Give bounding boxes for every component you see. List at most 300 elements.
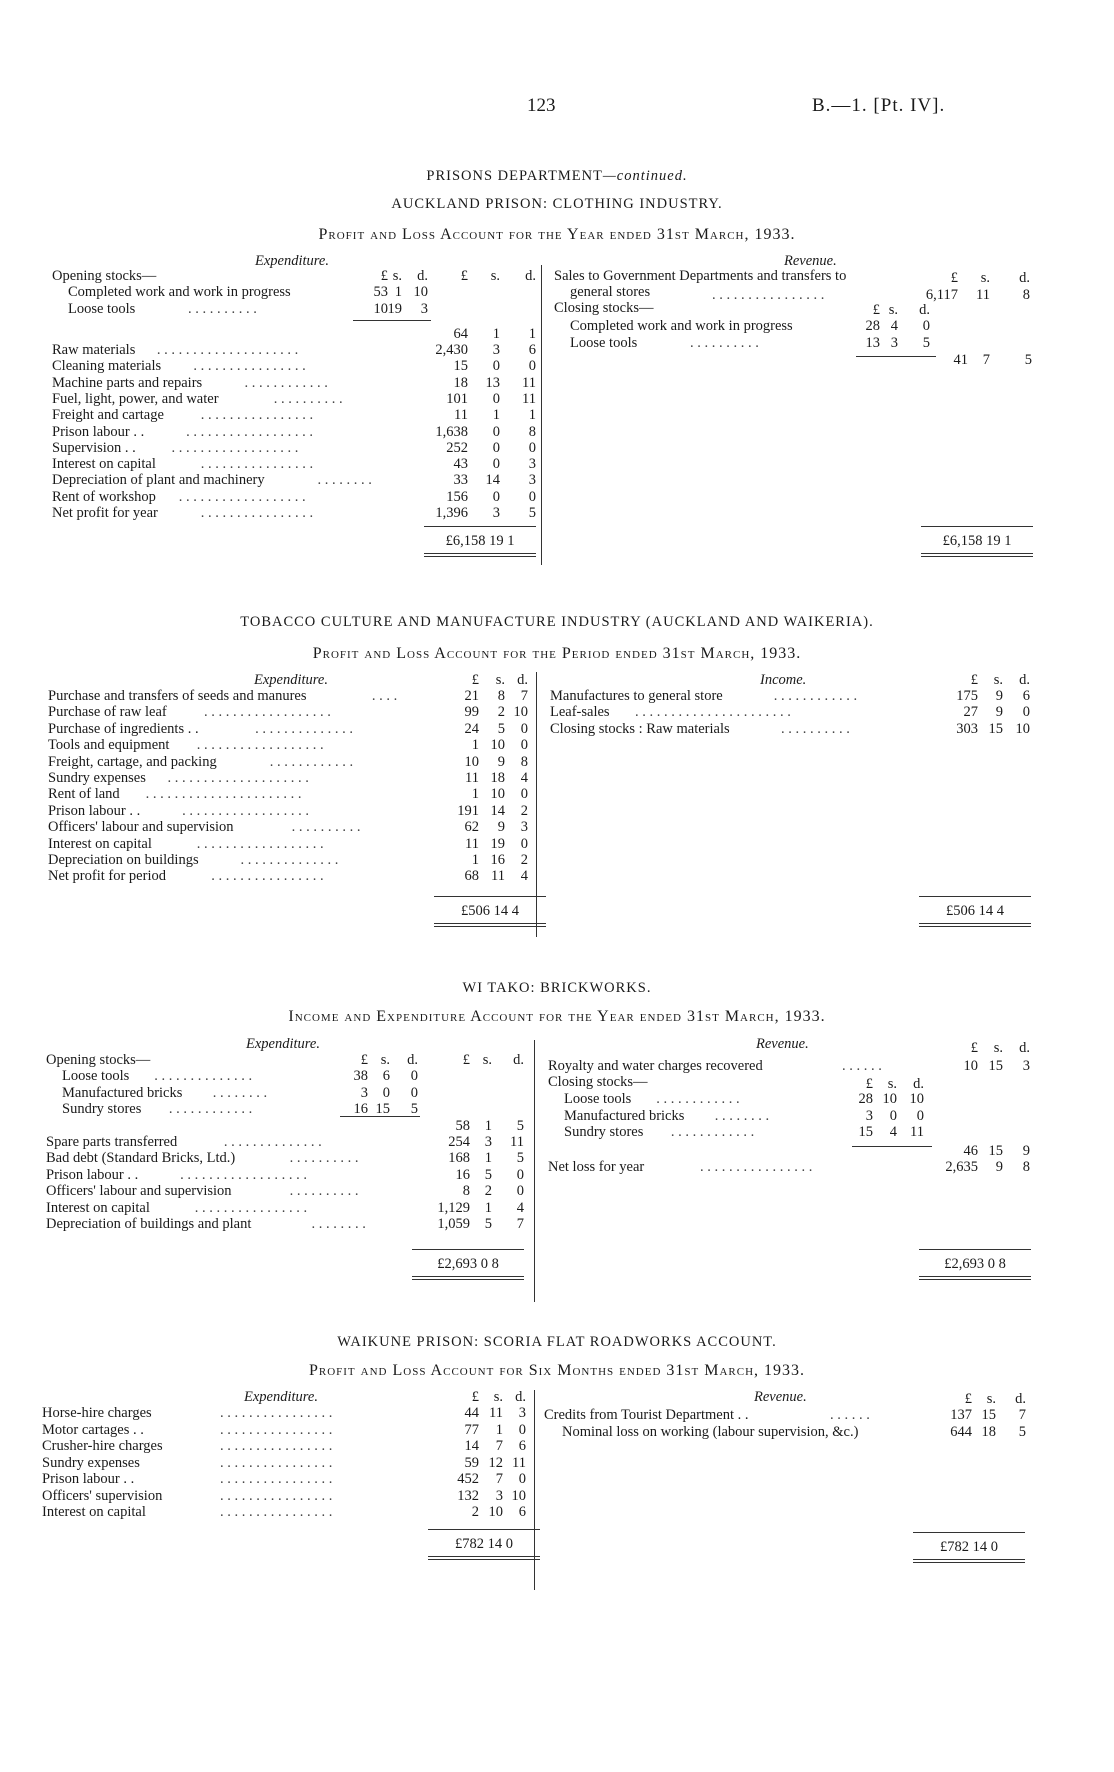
section-subtitle: Income and Expenditure Account for the Year ended 31st March, 1933. bbox=[288, 1008, 826, 1025]
dot-leader: . . . . . . . . . . . . bbox=[670, 1124, 755, 1140]
expense-row-shillings: 1 bbox=[484, 1199, 492, 1216]
column-divider bbox=[541, 265, 542, 565]
expense-row-pence: 0 bbox=[528, 358, 536, 375]
expense-row-pence: 0 bbox=[528, 488, 536, 505]
expense-row-pence: 10 bbox=[513, 704, 528, 721]
closing-subtotal-shillings: 15 bbox=[988, 1143, 1003, 1159]
expense-row-pence: 0 bbox=[520, 786, 528, 803]
dot-leader: . . . . . . . . . . . . . . . . bbox=[220, 1487, 333, 1504]
closing-stock-item: Sundry stores bbox=[564, 1124, 644, 1140]
closing-stocks-label: Closing stocks— bbox=[548, 1074, 648, 1090]
dot-leader: . . . . . . . . . . . . . . . . . . bbox=[180, 1166, 307, 1183]
expense-row-pounds: 2 bbox=[471, 1504, 479, 1520]
dot-leader: . . . . . . . . . . . . bbox=[773, 688, 858, 704]
closing-subtotal-pence: 5 bbox=[1024, 352, 1032, 368]
expense-row-shillings: 5 bbox=[484, 1166, 492, 1183]
revenue-column-head: £ bbox=[950, 270, 958, 286]
closing-stock-item: Loose tools bbox=[564, 1091, 632, 1107]
expense-row-label: Purchase of ingredients . . bbox=[48, 720, 199, 737]
closing-column-head: s. bbox=[887, 1076, 897, 1092]
expense-row-label: Motor cartages . . bbox=[42, 1421, 144, 1438]
opening-stock-item-shillings: 19 bbox=[387, 300, 402, 317]
expense-row-pence: 0 bbox=[520, 737, 528, 754]
income-row-label: Manufactures to general store bbox=[550, 688, 723, 704]
expense-row-pounds: 1,638 bbox=[435, 423, 468, 440]
expense-row-pounds: 77 bbox=[464, 1421, 479, 1438]
income-column-head: £ bbox=[970, 672, 978, 688]
inner-column-head: s. bbox=[380, 1052, 390, 1068]
dot-leader: . . . . . . . . bbox=[714, 1107, 770, 1124]
column-head: d. bbox=[515, 1389, 526, 1405]
expense-row-pounds: 101 bbox=[446, 390, 468, 407]
inner-column-head: d. bbox=[417, 268, 428, 284]
expense-row-shillings: 3 bbox=[492, 505, 500, 521]
expense-row-label: Officers' labour and supervision bbox=[48, 819, 234, 836]
expenditure-total: £6,158 19 1 bbox=[445, 533, 515, 549]
expense-row-pence: 6 bbox=[528, 342, 536, 358]
expense-row-pence: 3 bbox=[518, 1405, 526, 1421]
expense-row-label: Sundry expenses bbox=[42, 1454, 140, 1471]
total-rule bbox=[434, 896, 546, 897]
expense-row-pence: 10 bbox=[511, 1487, 526, 1504]
dot-leader: . . . . . . . . . . . . . . . . bbox=[200, 505, 314, 521]
section-title: WAIKUNE PRISON: SCORIA FLAT ROADWORKS ACCOUNT. bbox=[337, 1334, 777, 1350]
opening-stock-item: Sundry stores bbox=[62, 1101, 142, 1117]
section-title: TOBACCO CULTURE AND MANUFACTURE INDUSTRY (AUCKLAND AND WAIKERIA). bbox=[240, 614, 874, 630]
dot-leader: . . . . . . . . . . . . . . . . bbox=[193, 358, 306, 375]
income-row-pounds: 175 bbox=[956, 688, 978, 704]
expense-row-shillings: 8 bbox=[497, 688, 505, 704]
expense-row-label: Rent of land bbox=[48, 786, 120, 803]
expense-row-pounds: 1 bbox=[471, 852, 479, 868]
opening-stock-item-shillings: 6 bbox=[382, 1068, 390, 1084]
expense-row-label: Purchase and transfers of seeds and manures bbox=[48, 688, 307, 704]
expense-row-pence: 0 bbox=[518, 1471, 526, 1487]
total-rule bbox=[412, 1249, 524, 1250]
income-row-pence: 10 bbox=[1015, 720, 1030, 737]
revenue-column-head: d. bbox=[1019, 270, 1030, 286]
expense-row-shillings: 2 bbox=[497, 704, 505, 721]
revenue-row-label: Nominal loss on working (labour supervision, &c.) bbox=[562, 1423, 859, 1440]
income-column-head: d. bbox=[1019, 672, 1030, 688]
revenue-total: £6,158 19 1 bbox=[942, 533, 1012, 549]
dot-leader: . . . . . . . . . . . . . . . . . . . . . . bbox=[145, 786, 302, 803]
opening-stock-item: Loose tools bbox=[62, 1068, 130, 1084]
expense-row-pence: 0 bbox=[518, 1421, 526, 1438]
expense-row-pence: 1 bbox=[528, 407, 536, 424]
dot-leader: . . . . . . . . . . . . . . bbox=[223, 1134, 322, 1150]
expense-row-shillings: 14 bbox=[490, 802, 505, 819]
expense-row-shillings: 0 bbox=[492, 456, 500, 473]
expense-row-shillings: 9 bbox=[497, 753, 505, 770]
closing-stock-item: Manufactured bricks bbox=[564, 1107, 685, 1124]
expense-row-pounds: 16 bbox=[455, 1166, 470, 1183]
opening-stock-item-pounds: 38 bbox=[353, 1068, 368, 1084]
expense-row-pounds: 62 bbox=[464, 819, 479, 836]
expense-row-label: Purchase of raw leaf bbox=[48, 704, 167, 721]
closing-stock-item-shillings: 4 bbox=[889, 1124, 897, 1140]
expense-row-shillings: 0 bbox=[492, 390, 500, 407]
expense-row-label: Prison labour . . bbox=[46, 1166, 139, 1183]
opening-subtotal-pounds: 58 bbox=[455, 1118, 470, 1134]
closing-stock-item-shillings: 10 bbox=[882, 1091, 897, 1107]
expense-row-pence: 11 bbox=[512, 1454, 526, 1471]
closing-column-head: s. bbox=[888, 302, 898, 318]
expense-row-pounds: 1,129 bbox=[437, 1199, 470, 1216]
expense-row-shillings: 11 bbox=[489, 1405, 503, 1421]
expense-row-pounds: 191 bbox=[457, 802, 479, 819]
expense-row-pence: 8 bbox=[520, 753, 528, 770]
expense-row-shillings: 19 bbox=[490, 835, 505, 852]
expenditure-total: £782 14 0 bbox=[455, 1536, 513, 1552]
closing-column-head: £ bbox=[865, 1076, 873, 1092]
expense-row-pounds: 18 bbox=[453, 374, 468, 391]
expense-row-pounds: 8 bbox=[462, 1183, 470, 1200]
expense-row-shillings: 9 bbox=[497, 819, 505, 836]
expense-row-pounds: 15 bbox=[453, 358, 468, 375]
revenue-row-label: Credits from Tourist Department . . bbox=[544, 1407, 749, 1423]
closing-stock-item-shillings: 3 bbox=[890, 334, 898, 351]
expense-row-pence: 2 bbox=[520, 852, 528, 868]
opening-subtotal-shillings: 1 bbox=[492, 326, 500, 342]
revenue-row-pence: 7 bbox=[1018, 1407, 1026, 1423]
expense-row-label: Freight, cartage, and packing bbox=[48, 753, 217, 770]
dot-leader: . . . . . . . . . . . . . . bbox=[154, 1068, 253, 1084]
inner-column-head: s. bbox=[392, 268, 402, 284]
opening-stock-item-pounds: 10 bbox=[373, 300, 388, 317]
opening-stocks-label: Opening stocks— bbox=[52, 268, 157, 284]
closing-stock-item-pounds: 28 bbox=[858, 1091, 873, 1107]
opening-stock-item-shillings: 0 bbox=[382, 1084, 390, 1101]
dot-leader: . . . . . . . . . . . . . . . . bbox=[220, 1438, 333, 1454]
sales-amount-pounds: 6,117 bbox=[925, 287, 958, 303]
expense-row-shillings: 16 bbox=[490, 852, 505, 868]
opening-stock-item-shillings: 1 bbox=[394, 284, 402, 300]
closing-stock-item-pence: 10 bbox=[909, 1091, 924, 1107]
expense-row-label: Supervision . . bbox=[52, 439, 136, 456]
expense-row-pounds: 1 bbox=[471, 786, 479, 803]
expense-row-pence: 5 bbox=[528, 505, 536, 521]
income-row-label: Leaf-sales bbox=[550, 704, 610, 721]
closing-column-head: d. bbox=[919, 302, 930, 318]
expense-row-label: Spare parts transferred bbox=[46, 1134, 178, 1150]
dot-leader: . . . . . . . . . . bbox=[289, 1150, 359, 1167]
opening-stock-item-pence: 10 bbox=[413, 284, 428, 300]
expense-row-pence: 0 bbox=[528, 439, 536, 456]
section-title: AUCKLAND PRISON: CLOTHING INDUSTRY. bbox=[391, 196, 723, 212]
net-loss-amount-pence: 8 bbox=[1022, 1159, 1030, 1175]
closing-column-head: d. bbox=[913, 1076, 924, 1092]
expense-row-pounds: 24 bbox=[464, 720, 479, 737]
dot-leader: . . . . . . . . . . . . . . . . bbox=[700, 1159, 813, 1175]
expense-row-pounds: 11 bbox=[465, 835, 479, 852]
expense-row-pounds: 1,059 bbox=[437, 1216, 470, 1232]
expense-row-pounds: 99 bbox=[464, 704, 479, 721]
expense-row-pounds: 452 bbox=[457, 1471, 479, 1487]
revenue-row-pounds: 137 bbox=[950, 1407, 972, 1423]
expenditure-total: £506 14 4 bbox=[461, 903, 519, 919]
dot-leader: . . . . . . . . . . . . bbox=[656, 1091, 740, 1107]
expenditure-heading: Expenditure. bbox=[255, 253, 329, 269]
dot-leader: . . . . . . . . . . . . . . . . bbox=[220, 1504, 333, 1520]
dot-leader: . . . . . . . . . . . . . . . . bbox=[194, 1199, 308, 1216]
expense-row-shillings: 12 bbox=[488, 1454, 503, 1471]
expense-row-pence: 0 bbox=[516, 1183, 524, 1200]
closing-stock-item: Completed work and work in progress bbox=[570, 318, 793, 334]
expense-row-shillings: 3 bbox=[495, 1487, 503, 1504]
total-rule bbox=[919, 896, 1031, 897]
revenue-row-shillings: 15 bbox=[981, 1407, 996, 1423]
revenue-heading: Revenue. bbox=[784, 253, 837, 269]
expenditure-heading: Expenditure. bbox=[244, 1389, 318, 1405]
dot-leader: . . . . . . . . . . bbox=[273, 390, 343, 407]
closing-stock-item-pounds: 13 bbox=[865, 334, 880, 351]
expense-row-label: Net profit for year bbox=[52, 505, 158, 521]
expense-row-label: Bad debt (Standard Bricks, Ltd.) bbox=[46, 1150, 236, 1167]
opening-stock-item: Completed work and work in progress bbox=[68, 284, 291, 300]
revenue-column-head: £ bbox=[964, 1391, 972, 1407]
revenue-heading: Revenue. bbox=[756, 1036, 809, 1052]
expense-row-shillings: 10 bbox=[490, 786, 505, 803]
income-row-shillings: 15 bbox=[988, 720, 1003, 737]
double-rule bbox=[913, 1559, 1025, 1563]
income-row-pence: 0 bbox=[1022, 704, 1030, 721]
closing-stocks-label: Closing stocks— bbox=[554, 300, 654, 316]
dot-leader: . . . . . . . . . . . . . . . . . . bbox=[171, 439, 299, 456]
outer-column-head: d. bbox=[513, 1052, 524, 1068]
income-row-label: Closing stocks : Raw materials bbox=[550, 720, 730, 737]
closing-stock-item-shillings: 0 bbox=[889, 1107, 897, 1124]
dot-leader: . . . . . . . . . . . . bbox=[244, 374, 328, 391]
dot-leader: . . . . . . . . . . . . . . . . bbox=[220, 1405, 333, 1421]
double-rule bbox=[434, 923, 546, 927]
expense-row-label: Prison labour . . bbox=[52, 423, 145, 440]
dot-leader: . . . . . . . . . . . . . . . . bbox=[200, 456, 314, 473]
dot-leader: . . . . . . . . . . . . . . . . bbox=[712, 287, 825, 303]
expense-row-shillings: 3 bbox=[484, 1134, 492, 1150]
royalty-label: Royalty and water charges recovered bbox=[548, 1058, 763, 1074]
expenditure-total: £2,693 0 8 bbox=[437, 1256, 499, 1272]
expense-row-label: Rent of workshop bbox=[52, 488, 156, 505]
expense-row-pence: 0 bbox=[520, 835, 528, 852]
dot-leader: . . . . . . . . . . . . . . . . bbox=[211, 868, 324, 885]
opening-stock-item-pounds: 53 bbox=[373, 284, 388, 300]
closing-stock-item: Loose tools bbox=[570, 334, 638, 351]
expense-row-shillings: 0 bbox=[492, 423, 500, 440]
revenue-total: £782 14 0 bbox=[940, 1539, 998, 1555]
income-row-pence: 6 bbox=[1022, 688, 1030, 704]
closing-stock-item-shillings: 4 bbox=[890, 318, 898, 334]
expense-row-label: Interest on capital bbox=[48, 835, 152, 852]
expense-row-pence: 11 bbox=[522, 390, 536, 407]
expense-row-shillings: 5 bbox=[484, 1216, 492, 1232]
expense-row-shillings: 0 bbox=[492, 439, 500, 456]
expense-row-label: Tools and equipment bbox=[48, 737, 170, 754]
closing-subtotal-shillings: 7 bbox=[982, 352, 990, 368]
expense-row-pence: 11 bbox=[510, 1134, 524, 1150]
dot-leader: . . . . bbox=[371, 688, 398, 704]
expense-row-shillings: 11 bbox=[491, 868, 505, 885]
expense-row-pounds: 59 bbox=[464, 1454, 479, 1471]
inner-column-head: £ bbox=[360, 1052, 368, 1068]
revenue-column-head: s. bbox=[993, 1040, 1003, 1056]
closing-column-head: £ bbox=[872, 302, 880, 318]
net-loss-amount-pounds: 2,635 bbox=[945, 1159, 978, 1175]
dot-leader: . . . . . . bbox=[830, 1407, 870, 1423]
dot-leader: . . . . . . bbox=[842, 1058, 882, 1074]
expense-row-pence: 3 bbox=[520, 819, 528, 836]
expense-row-pence: 3 bbox=[528, 456, 536, 473]
expense-row-label: Officers' supervision bbox=[42, 1487, 163, 1504]
outer-column-head: s. bbox=[482, 1052, 492, 1068]
double-rule bbox=[424, 553, 536, 557]
expense-row-label: Fuel, light, power, and water bbox=[52, 390, 219, 407]
expense-row-pounds: 11 bbox=[465, 770, 479, 786]
expense-row-pence: 0 bbox=[516, 1166, 524, 1183]
sales-amount-shillings: 11 bbox=[976, 287, 990, 303]
closing-stock-item-pounds: 28 bbox=[865, 318, 880, 334]
expenditure-heading: Expenditure. bbox=[254, 672, 328, 688]
expense-row-label: Interest on capital bbox=[52, 456, 156, 473]
column-head: £ bbox=[471, 672, 479, 688]
expense-row-shillings: 1 bbox=[484, 1150, 492, 1167]
section-title: WI TAKO: BRICKWORKS. bbox=[462, 980, 652, 996]
section-subtitle: Profit and Loss Account for Six Months ended 31st March, 1933. bbox=[308, 1362, 806, 1379]
expense-row-pounds: 156 bbox=[446, 488, 468, 505]
expense-row-pence: 6 bbox=[518, 1504, 526, 1520]
income-row-shillings: 9 bbox=[995, 688, 1003, 704]
dot-leader: . . . . . . . . . . . . . . . . . . bbox=[178, 488, 306, 505]
dot-leader: . . . . . . . . . . bbox=[690, 334, 759, 351]
column-divider bbox=[534, 1390, 535, 1590]
expense-row-pounds: 252 bbox=[446, 439, 468, 456]
expense-row-pence: 4 bbox=[520, 770, 528, 786]
opening-stock-item: Manufactured bricks bbox=[62, 1084, 183, 1101]
opening-subtotal-pence: 5 bbox=[516, 1118, 524, 1134]
expense-row-pence: 5 bbox=[516, 1150, 524, 1167]
expense-row-shillings: 1 bbox=[492, 407, 500, 424]
opening-stock-item-pence: 3 bbox=[420, 300, 428, 317]
expense-row-shillings: 10 bbox=[488, 1504, 503, 1520]
revenue-column-head: s. bbox=[980, 270, 990, 286]
expense-row-pounds: 1 bbox=[471, 737, 479, 754]
dot-leader: . . . . . . . . . . . . . . . . . . bbox=[196, 835, 324, 852]
revenue-sales-line: Sales to Government Departments and transfers to bbox=[554, 268, 847, 284]
subtotal-rule bbox=[340, 1116, 420, 1117]
running-title-continued: —continued. bbox=[602, 168, 688, 184]
double-rule bbox=[412, 1276, 524, 1280]
dot-leader: . . . . . . . . . . . . . . bbox=[255, 720, 353, 737]
net-loss-label: Net loss for year bbox=[548, 1159, 645, 1175]
closing-subtotal-pounds: 46 bbox=[963, 1143, 978, 1159]
expense-row-pounds: 132 bbox=[457, 1487, 479, 1504]
total-rule bbox=[424, 526, 536, 527]
expense-row-shillings: 7 bbox=[495, 1471, 503, 1487]
double-rule bbox=[428, 1556, 540, 1560]
total-rule bbox=[913, 1532, 1025, 1533]
expense-row-shillings: 10 bbox=[490, 737, 505, 754]
expense-row-label: Prison labour . . bbox=[48, 802, 141, 819]
expense-row-label: Crusher-hire charges bbox=[42, 1438, 163, 1454]
revenue-row-shillings: 18 bbox=[981, 1423, 996, 1440]
closing-stock-item-pence: 0 bbox=[922, 318, 930, 334]
expense-row-shillings: 7 bbox=[495, 1438, 503, 1454]
dot-leader: . . . . . . . . . . bbox=[781, 720, 850, 737]
column-head: s. bbox=[493, 1389, 503, 1405]
dot-leader: . . . . . . . . . . bbox=[188, 300, 257, 317]
revenue-heading: Revenue. bbox=[754, 1389, 807, 1405]
expense-row-label: Depreciation of buildings and plant bbox=[46, 1216, 252, 1232]
opening-stock-item-pence: 0 bbox=[410, 1084, 418, 1101]
expense-row-pounds: 1,396 bbox=[435, 505, 468, 521]
expense-row-shillings: 0 bbox=[492, 358, 500, 375]
expense-row-pounds: 10 bbox=[464, 753, 479, 770]
expense-row-shillings: 1 bbox=[495, 1421, 503, 1438]
revenue-column-head: s. bbox=[986, 1391, 996, 1407]
revenue-sales-line2: general stores bbox=[570, 284, 651, 300]
expense-row-pence: 2 bbox=[520, 802, 528, 819]
dot-leader: . . . . . . . . bbox=[212, 1084, 268, 1101]
expense-row-label: Depreciation on buildings bbox=[48, 852, 199, 868]
column-divider bbox=[536, 672, 537, 937]
expense-row-label: Interest on capital bbox=[42, 1504, 146, 1520]
expense-row-pence: 6 bbox=[518, 1438, 526, 1454]
expense-row-pounds: 44 bbox=[464, 1405, 479, 1421]
opening-stock-item-pounds: 16 bbox=[353, 1101, 368, 1117]
expense-row-pounds: 254 bbox=[448, 1134, 470, 1150]
running-title-main: PRISONS DEPARTMENT bbox=[426, 168, 603, 184]
dot-leader: . . . . . . . . . . . . . . . . . . bbox=[196, 737, 324, 754]
closing-stock-item-pence: 0 bbox=[916, 1107, 924, 1124]
dot-leader: . . . . . . . . bbox=[311, 1216, 366, 1232]
revenue-column-head: £ bbox=[970, 1040, 978, 1056]
expense-row-pounds: 168 bbox=[448, 1150, 470, 1167]
expense-row-pence: 0 bbox=[520, 720, 528, 737]
inner-column-head: £ bbox=[380, 268, 388, 284]
expense-row-pounds: 43 bbox=[453, 456, 468, 473]
expense-row-shillings: 13 bbox=[485, 374, 500, 391]
double-rule bbox=[921, 553, 1033, 557]
column-head: £ bbox=[471, 1389, 479, 1405]
dot-leader: . . . . . . . . . . . . bbox=[168, 1101, 253, 1117]
dot-leader: . . . . . . . . . . bbox=[291, 819, 361, 836]
expense-row-shillings: 3 bbox=[492, 342, 500, 358]
revenue-column-head: d. bbox=[1015, 1391, 1026, 1407]
dot-leader: . . . . . . . . bbox=[317, 472, 372, 489]
column-head: d. bbox=[517, 672, 528, 688]
income-row-pounds: 27 bbox=[963, 704, 978, 721]
expense-row-pounds: 11 bbox=[454, 407, 468, 424]
section-subtitle: Profit and Loss Account for the Year ended 31st March, 1933. bbox=[318, 226, 796, 243]
sales-amount-pence: 8 bbox=[1022, 287, 1030, 303]
expense-row-label: Sundry expenses bbox=[48, 770, 146, 786]
dot-leader: . . . . . . . . . . . . . . . . . . . . bbox=[156, 342, 299, 358]
revenue-column-head: d. bbox=[1019, 1040, 1030, 1056]
inner-column-head: d. bbox=[407, 1052, 418, 1068]
running-title bbox=[0, 168, 1114, 185]
net-loss-amount-shillings: 9 bbox=[995, 1159, 1003, 1175]
expense-row-shillings: 18 bbox=[490, 770, 505, 786]
expense-row-pounds: 2,430 bbox=[435, 342, 468, 358]
dot-leader: . . . . . . . . . . . . . . bbox=[240, 852, 339, 868]
expense-row-pence: 7 bbox=[520, 688, 528, 704]
expense-row-label: Raw materials bbox=[52, 342, 136, 358]
dot-leader: . . . . . . . . . . bbox=[289, 1183, 359, 1200]
royalty-amount-shillings: 15 bbox=[988, 1058, 1003, 1074]
closing-subtotal-pounds: 41 bbox=[953, 352, 968, 368]
expense-row-pence: 7 bbox=[516, 1216, 524, 1232]
royalty-amount-pence: 3 bbox=[1022, 1058, 1030, 1074]
